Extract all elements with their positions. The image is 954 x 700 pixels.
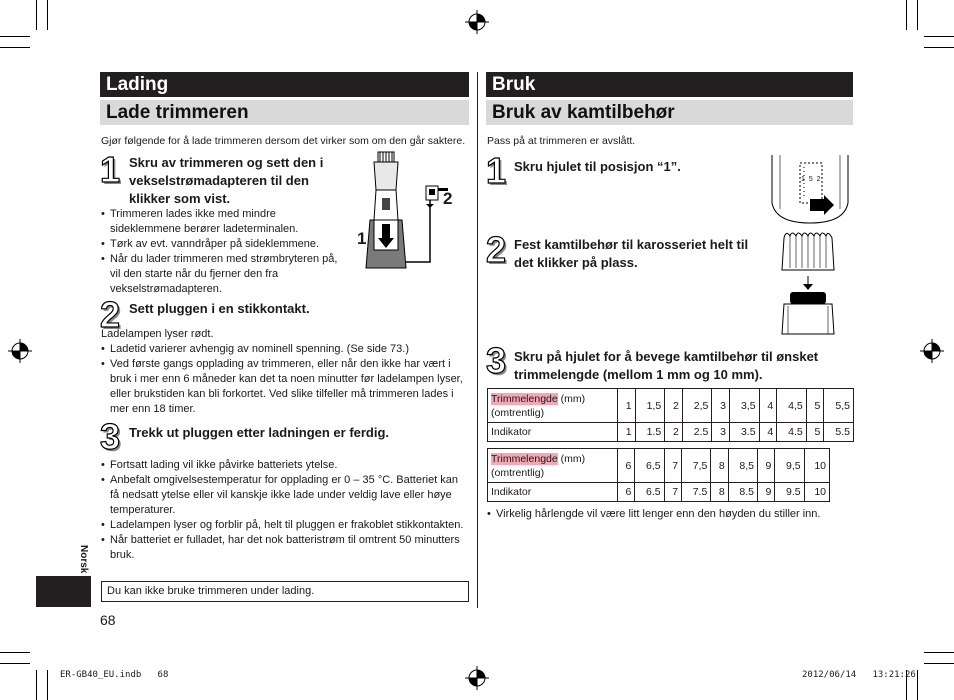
crop-mark <box>0 36 30 37</box>
crop-mark <box>906 0 907 30</box>
table-cell: 3 <box>712 423 730 442</box>
crop-mark <box>47 0 48 30</box>
table-cell: 6 <box>618 483 635 502</box>
crop-mark <box>924 47 954 48</box>
registration-mark-icon <box>920 339 944 363</box>
highlight-label: Trimmelengde <box>491 452 558 465</box>
crop-mark <box>0 47 30 48</box>
step-number: 2 <box>486 229 507 270</box>
section-header-bruk: Bruk <box>486 72 853 97</box>
table-cell: 1.5 <box>635 423 665 442</box>
label-unit: (mm) <box>557 392 586 405</box>
step-number: 1 <box>100 149 121 190</box>
registration-mark-icon <box>465 10 489 34</box>
trim-length-table-1 <box>487 388 854 442</box>
intro-text: Pass på at trimmeren er avslått. <box>487 135 636 147</box>
list-item: • Ladetid varierer avhengig av nominell spenning. (Se side 73.) <box>101 342 469 357</box>
table-cell: 7,5 <box>682 449 711 483</box>
table-cell: 5 <box>806 389 824 423</box>
table-row <box>488 423 854 442</box>
table-cell: 10 <box>804 483 829 502</box>
comb-attach-illustration <box>776 228 842 336</box>
dial-illustration <box>766 153 854 225</box>
list-item: • Når batteriet er fulladet, har det nok batteristrøm til omtrent 50 minutters bruk. <box>101 533 469 563</box>
label-note: (omtrentlig) <box>491 466 545 479</box>
table-cell: 5 <box>806 423 824 442</box>
footnote-list <box>487 507 854 522</box>
table-cell: 8,5 <box>728 449 757 483</box>
list-item: • Trimmeren lades ikke med mindre sideklemmene berører ladeterminalen. <box>101 207 346 237</box>
language-label: Norsk <box>78 545 89 574</box>
note-box: Du kan ikke bruke trimmeren under lading. <box>101 581 469 602</box>
footer-file: ER-GB40_EU.indb 68 <box>60 670 169 680</box>
crop-mark <box>924 663 954 664</box>
section-header-lading: Lading <box>100 72 469 97</box>
footer-datetime: 2012/06/14 13:21:26 <box>802 670 916 680</box>
table-row <box>488 449 830 483</box>
crop-mark <box>0 663 30 664</box>
crop-mark <box>924 652 954 653</box>
language-tab <box>36 576 91 607</box>
list-item: • Fortsatt lading vil ikke påvirke batteriets ytelse. <box>101 458 469 473</box>
table-row-label: Indikator <box>488 483 618 502</box>
step-title: Trekk ut pluggen etter ladningen er ferdig. <box>129 425 390 440</box>
registration-mark-icon <box>8 339 32 363</box>
step-number: 3 <box>486 340 507 381</box>
list-item: • Anbefalt omgivelsestemperatur for opplading er 0 – 35 °C. Batteriet kan få nedsatt ytelse eller vil kanskje ikke lade under veldig lave eller høye temperaturer. <box>101 473 469 518</box>
table-cell: 6.5 <box>635 483 664 502</box>
table-cell: 9,5 <box>775 449 804 483</box>
table-cell: 2,5 <box>682 389 712 423</box>
table-cell: 10 <box>804 449 829 483</box>
table-cell: 5,5 <box>824 389 854 423</box>
registration-mark-icon <box>465 666 489 690</box>
table-cell: 2.5 <box>682 423 712 442</box>
table-cell: 3.5 <box>729 423 759 442</box>
table-cell: 6 <box>618 449 635 483</box>
table-cell: 6,5 <box>635 449 664 483</box>
step-number: 2 <box>100 294 121 335</box>
crop-mark <box>917 0 918 30</box>
intro-text: Gjør følgende for å lade trimmeren dersom det virker som om den går saktere. <box>101 135 466 147</box>
table-cell: 2 <box>665 423 683 442</box>
crop-mark <box>0 652 30 653</box>
table-cell: 1,5 <box>635 389 665 423</box>
table-cell: 9 <box>757 449 774 483</box>
step-number: 3 <box>100 416 121 457</box>
subheader-lade-trimmeren: Lade trimmeren <box>100 100 469 125</box>
figure-label: 2 <box>443 189 453 208</box>
step-bullets <box>101 458 469 563</box>
table-cell: 7 <box>664 483 681 502</box>
table-cell: 4 <box>759 389 777 423</box>
label-unit: (mm) <box>557 452 586 465</box>
list-item: • Ladelampen lyser og forblir på, helt til pluggen er frakoblet stikkontakten. <box>101 518 469 533</box>
table-row-label <box>488 389 618 423</box>
table-cell: 4,5 <box>777 389 807 423</box>
step-bullets <box>101 342 469 417</box>
table-cell: 3 <box>712 389 730 423</box>
label-note: (omtrentlig) <box>491 406 545 419</box>
crop-mark <box>47 670 48 700</box>
crop-mark <box>917 670 918 700</box>
step-title: Fest kamtilbehør til karosseriet helt til det klikker på plass. <box>514 237 749 270</box>
step-title: Skru hjulet til posisjon “1”. <box>514 159 681 174</box>
step-title: Sett pluggen i en stikkontakt. <box>129 301 310 316</box>
highlight-label: Trimmelengde <box>491 392 558 405</box>
table-cell: 7.5 <box>682 483 711 502</box>
step-lead: Ladelampen lyser rødt. <box>101 328 214 340</box>
table-cell: 4.5 <box>777 423 807 442</box>
crop-mark <box>36 0 37 30</box>
step-title: Skru av trimmeren og sett den i vekselstrømadapteren til den klikker som vist. <box>129 155 324 206</box>
column-divider <box>477 72 478 608</box>
table-cell: 8 <box>711 483 728 502</box>
table-cell: 4 <box>759 423 777 442</box>
list-item: • Tørk av evt. vanndråper på sideklemmene. <box>101 237 346 252</box>
list-item: • Ved første gangs opplading av trimmeren, eller når den ikke har vært i bruk i mer enn 6 måneder kan det ta noen minutter før ladelampen lyser, eller brukstiden kan bli forkortet. Ved slike tilfeller må trimmeren lades i mer enn 18 timer. <box>101 357 469 417</box>
table-cell: 1 <box>618 423 636 442</box>
table-cell: 8.5 <box>728 483 757 502</box>
dial-digits: 1 5 2 <box>801 176 822 183</box>
page-number: 68 <box>100 612 116 628</box>
step-title: Skru på hjulet for å bevege kamtilbehør til ønsket trimmelengde (mellom 1 mm og 10 mm). <box>514 349 819 382</box>
table-cell: 8 <box>711 449 728 483</box>
table-row-label: Indikator <box>488 423 618 442</box>
trim-length-table-2 <box>487 448 830 502</box>
subheader-bruk-av-kamtilbehor: Bruk av kamtilbehør <box>486 100 853 125</box>
list-item: • Når du lader trimmeren med strømbryteren på, vil den starte når du fjerner den fra vekselstrømadapteren. <box>101 252 346 297</box>
step-number: 1 <box>486 150 507 191</box>
table-cell: 2 <box>665 389 683 423</box>
crop-mark <box>36 670 37 700</box>
table-row <box>488 389 854 423</box>
step-bullets <box>101 207 346 297</box>
table-cell: 1 <box>618 389 636 423</box>
table-cell: 3,5 <box>729 389 759 423</box>
table-cell: 9.5 <box>775 483 804 502</box>
crop-mark <box>924 36 954 37</box>
trimmer-charging-illustration <box>352 150 457 272</box>
figure-label: 1 <box>357 229 367 248</box>
table-cell: 9 <box>757 483 774 502</box>
list-item: • Virkelig hårlengde vil være litt lenger enn den høyden du stiller inn. <box>487 507 854 522</box>
table-row <box>488 483 830 502</box>
table-cell: 5.5 <box>824 423 854 442</box>
table-row-label <box>488 449 618 483</box>
table-cell: 7 <box>664 449 681 483</box>
